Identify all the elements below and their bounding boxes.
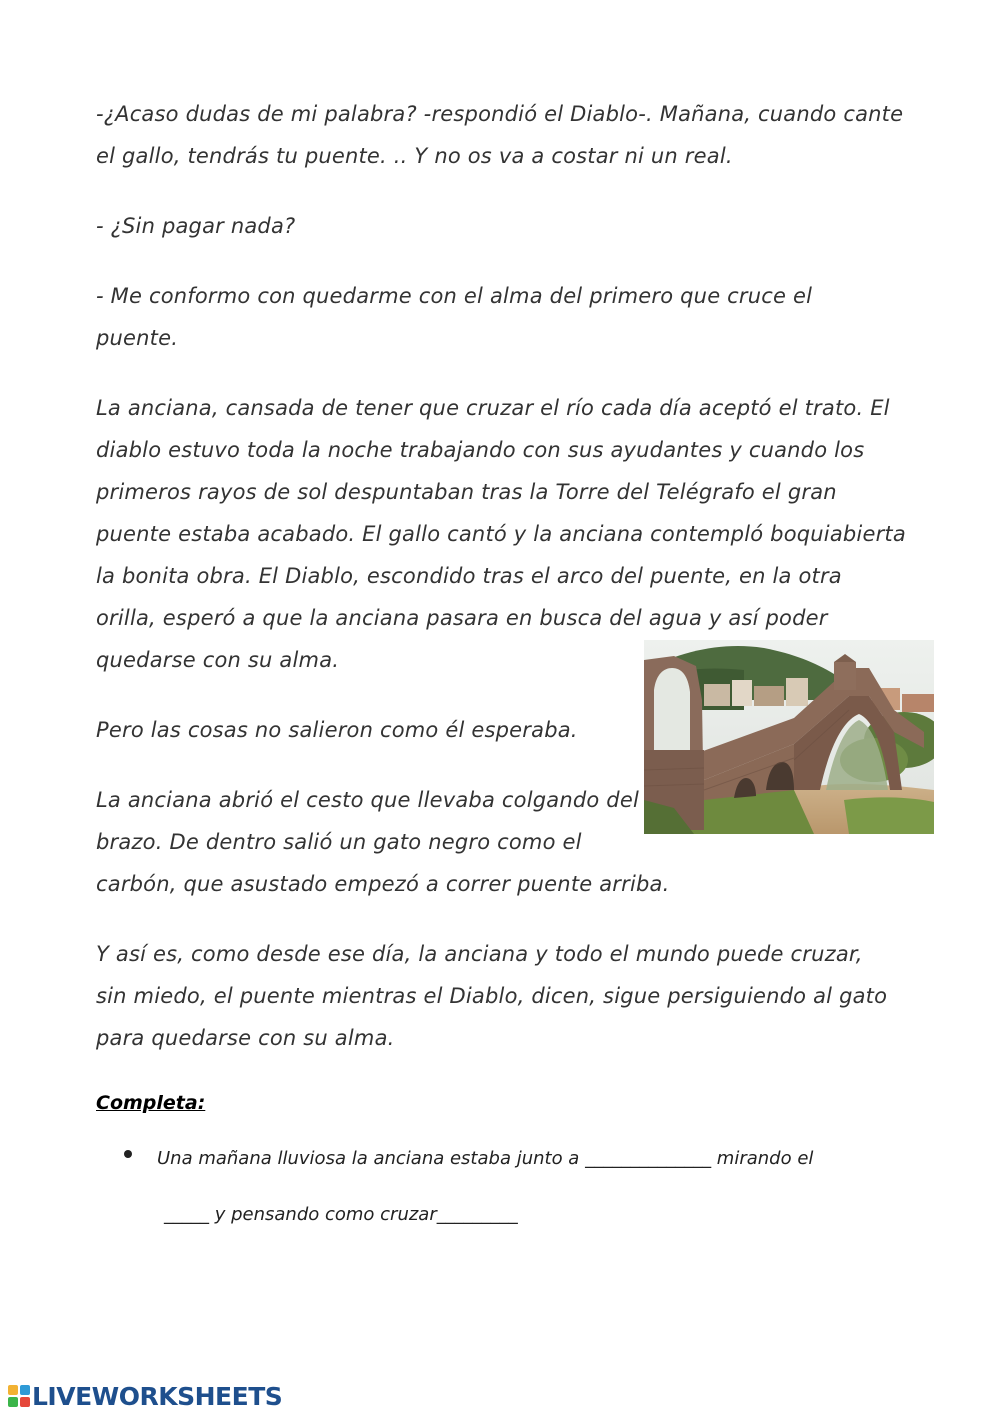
exercise-line-1[interactable]: Una mañana lluviosa la anciana estaba junto a ______________ mirando el (157, 1148, 814, 1169)
exercise-line-2[interactable]: _____ y pensando como cruzar_________ (164, 1204, 518, 1225)
text-line: quedarse con su alma. (96, 648, 340, 672)
text-line: la bonita obra. El Diablo, escondido tras el arco del puente, en la otra (96, 564, 842, 588)
text-line: -¿Acaso dudas de mi palabra? -respondió el Diablo-. Mañana, cuando cante (96, 102, 904, 126)
bullet-icon (124, 1150, 132, 1158)
bridge-photo (644, 640, 934, 834)
text-line: puente. (96, 326, 179, 350)
liveworksheets-logo[interactable] (8, 1381, 282, 1411)
logo-text: LIVEWORKSHEETS (32, 1381, 283, 1411)
text-line: - ¿Sin pagar nada? (96, 214, 296, 238)
text-line: Y así es, como desde ese día, la anciana y todo el mundo puede cruzar, (96, 942, 863, 966)
text-line: sin miedo, el puente mientras el Diablo, dicen, sigue persiguiendo al gato (96, 984, 888, 1008)
text-line: puente estaba acabado. El gallo cantó y la anciana contempló boquiabierta (96, 522, 906, 546)
text-line: La anciana abrió el cesto que llevaba colgando del (96, 788, 639, 812)
text-line: diablo estuvo toda la noche trabajando con sus ayudantes y cuando los (96, 438, 865, 462)
text-line: orilla, esperó a que la anciana pasara en busca del agua y así poder (96, 606, 828, 630)
text-line: - Me conformo con quedarme con el alma del primero que cruce el (96, 284, 813, 308)
text-line: Pero las cosas no salieron como él esperaba. (96, 718, 578, 742)
text-line: brazo. De dentro salió un gato negro como el (96, 830, 582, 854)
text-line: el gallo, tendrás tu puente. .. Y no os va a costar ni un real. (96, 144, 733, 168)
text-line: carbón, que asustado empezó a correr puente arriba. (96, 872, 670, 896)
text-line: La anciana, cansada de tener que cruzar el río cada día aceptó el trato. El (96, 396, 890, 420)
text-line: para quedarse con su alma. (96, 1026, 395, 1050)
text-line: primeros rayos de sol despuntaban tras la Torre del Telégrafo el gran (96, 480, 837, 504)
exercise-heading: Completa: (96, 1092, 206, 1114)
logo-blocks-icon (8, 1385, 30, 1407)
